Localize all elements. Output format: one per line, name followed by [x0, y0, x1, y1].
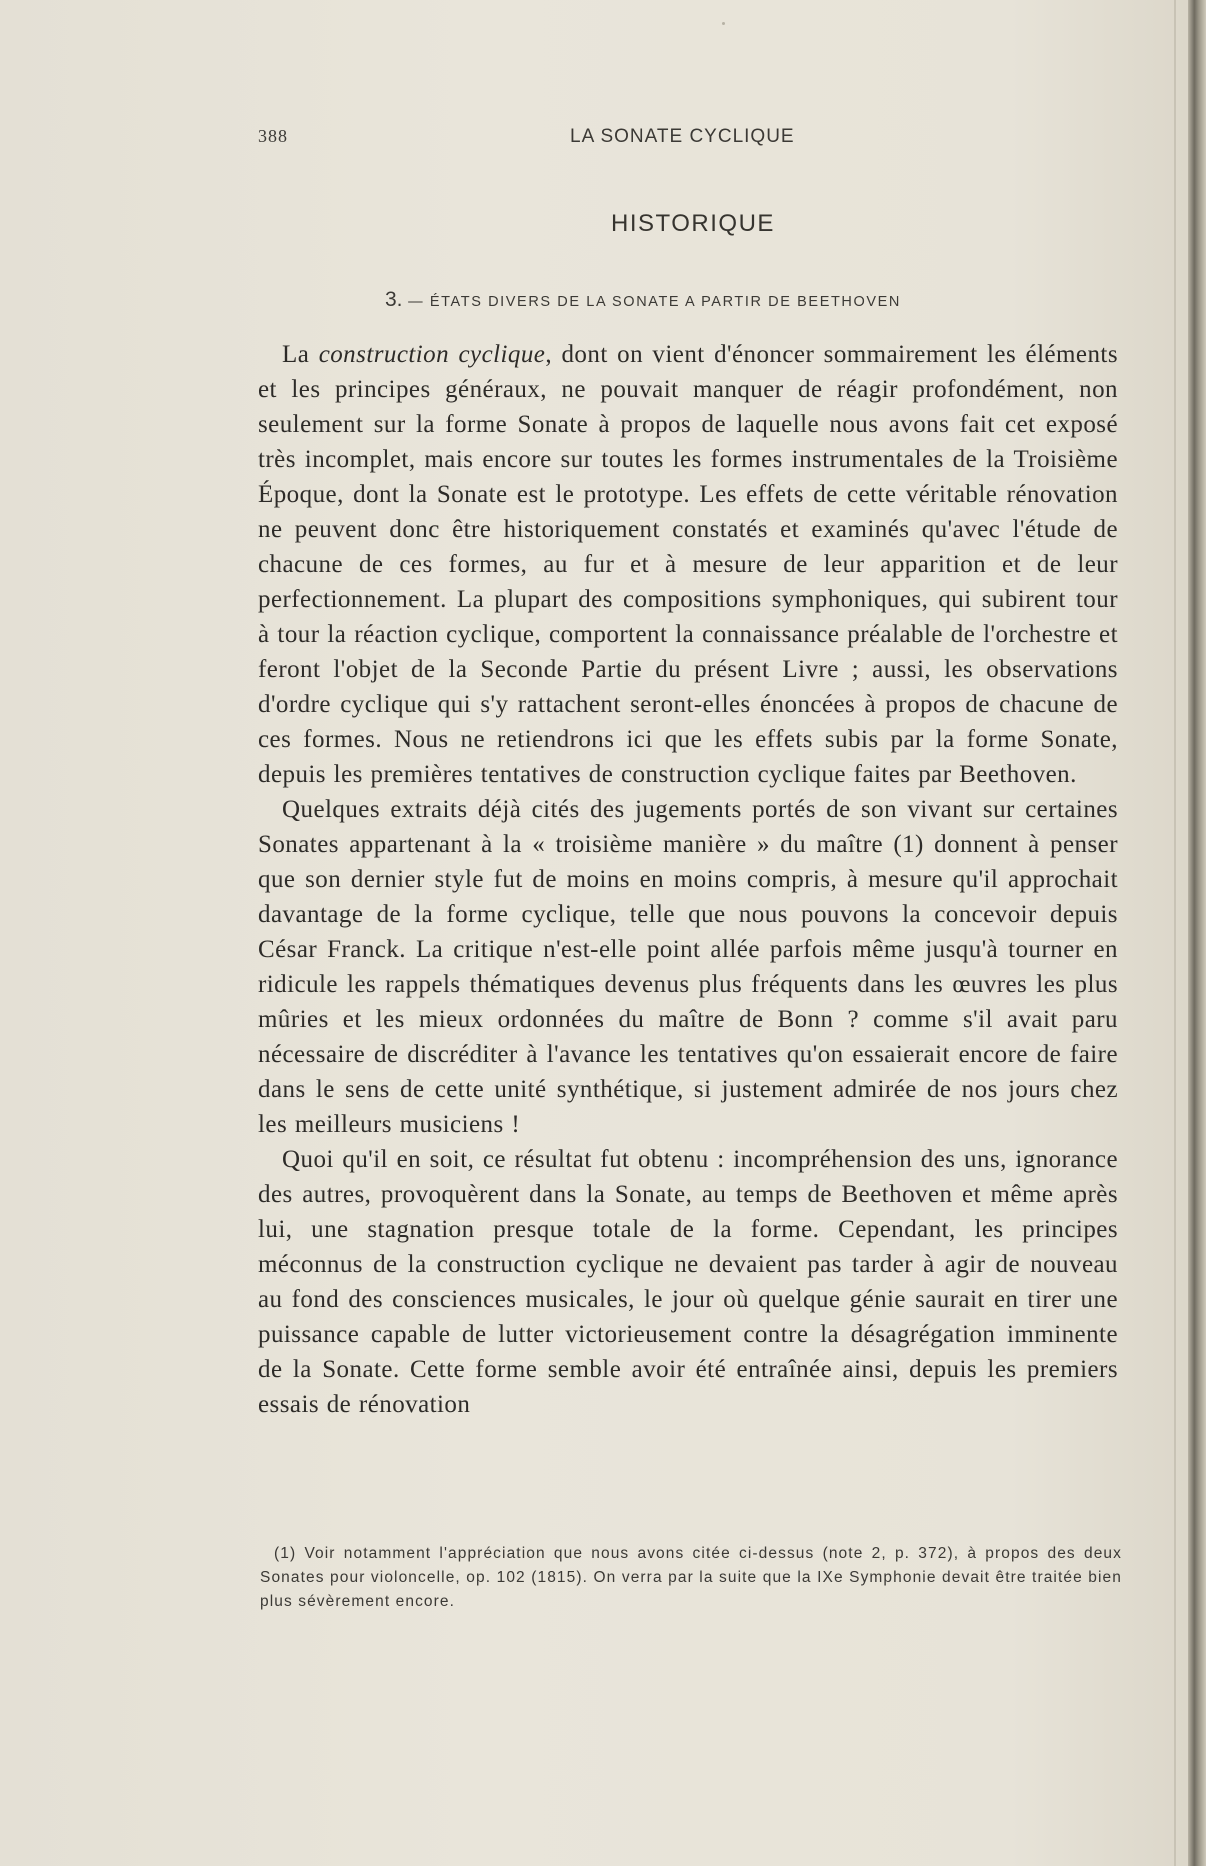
subsection-title: — ÉTATS DIVERS DE LA SONATE A PARTIR DE BEETHOVEN	[408, 294, 901, 310]
book-binding-edge	[1188, 0, 1206, 1866]
paragraph-2: Quelques extraits déjà cités des jugements portés de son vivant sur certaines Sonates appartenant à la « troisième manière » du maître (1) donnent à penser que son dernier style fut de moins en moins compris, à mesure qu'il approchait davantage de la forme cyclique, telle que nous pouvons la concevoir depuis César Franck. La critique n'est-elle point allée parfois même jusqu'à tourner en ridicule les rappels thématiques devenus plus fréquents dans les œuvres les plus mûries et les mieux ordonnées du maître de Bonn ? comme s'il avait paru nécessaire de discréditer à l'avance les tentatives qu'on essaierait encore de faire dans le sens de cette unité synthétique, si justement admirée de nos jours chez les meilleurs musiciens !	[258, 796, 1118, 1138]
subsection-number: 3.	[385, 288, 403, 311]
paper-speck	[722, 22, 725, 25]
subsection-heading	[385, 288, 1025, 312]
running-head	[258, 124, 1118, 154]
paragraph-1	[258, 337, 1118, 792]
paragraph-1-italic: construction cyclique	[318, 341, 546, 368]
page-number: 388	[258, 126, 288, 146]
section-title: HISTORIQUE	[611, 210, 775, 237]
running-title: LA SONATE CYCLIQUE	[570, 126, 795, 147]
footnote: (1) Voir notamment l'appréciation que nous avons citée ci-dessus (note 2, p. 372), à propos des deux Sonates pour violoncelle, op. 102 (1815). On verra par la suite que la IXe Symphonie devait être traitée bien plus sévèrement encore.	[260, 1545, 1122, 1610]
paragraph-3: Quoi qu'il en soit, ce résultat fut obtenu : incompréhension des uns, ignorance des autres, provoquèrent dans la Sonate, au temps de Beethoven et même après lui, une stagnation presque totale de la forme. Cependant, les principes méconnus de la construction cyclique ne devaient pas tarder à agir de nouveau au fond des consciences musicales, le jour où quelque génie saurait en tirer une puissance capable de lutter victorieusement contre la désagrégation imminente de la Sonate. Cette forme semble avoir été entraînée ainsi, depuis les premiers essais de rénovation	[258, 1146, 1118, 1418]
body-text	[258, 337, 1118, 1422]
paragraph-1-rest: , dont on vient d'énoncer sommairement les éléments et les principes généraux, ne pouvait manquer de réagir profondément, non seulement sur la forme Sonate à propos de laquelle nous avons fait cet exposé très incomplet, mais encore sur toutes les formes instrumentales de la Troisième Époque, dont la Sonate est le prototype. Les effets de cette véritable rénovation ne peuvent donc être historiquement constatés et examinés qu'avec l'étude de chacune de ces formes, au fur et à mesure de leur apparition et de leur perfectionnement. La plupart des compositions symphoniques, qui subirent tour à tour la réaction cyclique, comportent la connaissance préalable de l'orchestre et feront l'objet de la Seconde Partie du présent Livre ; aussi, les observations d'ordre cyclique qui s'y rattachent seront-elles énoncées à propos de chacune de ces formes. Nous ne retiendrons ici que les effets subis par la forme Sonate, depuis les premières tentatives de construction cyclique faites par Beethoven.	[258, 341, 1119, 788]
page-edge-shadow	[1174, 0, 1176, 1866]
paragraph-1-start: La	[282, 341, 319, 368]
